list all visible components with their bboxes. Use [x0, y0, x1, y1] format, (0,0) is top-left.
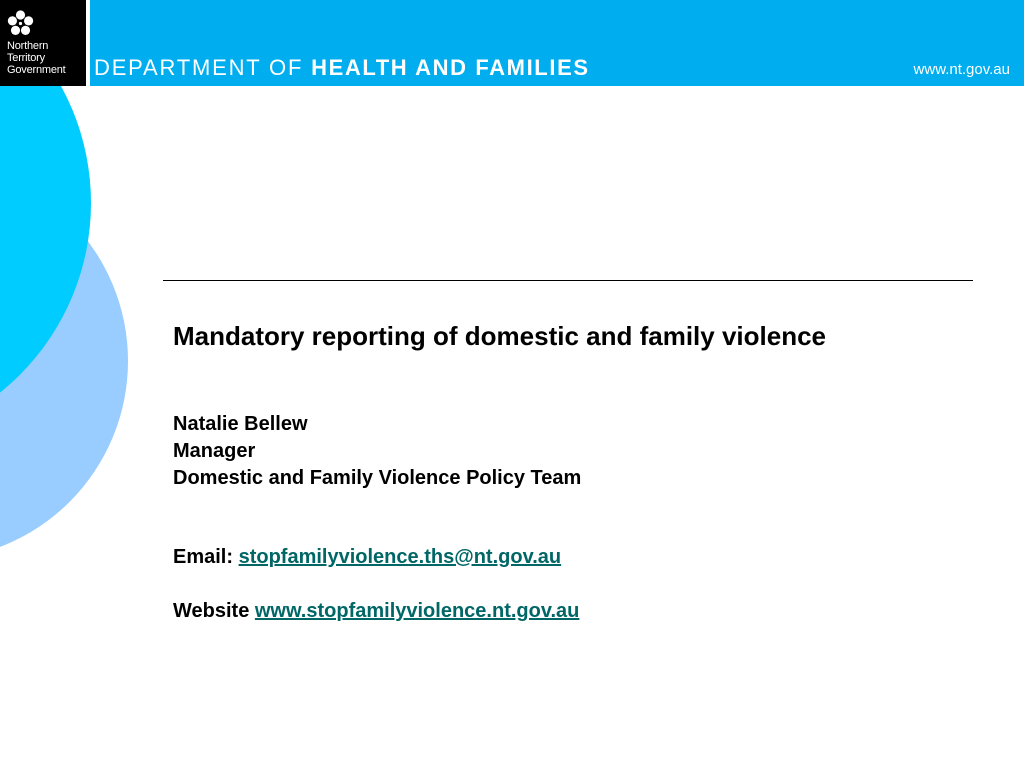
header-url: www.nt.gov.au — [913, 61, 1010, 78]
website-label: Website — [173, 600, 255, 622]
logo-separator — [86, 0, 90, 86]
title-divider — [163, 280, 973, 281]
logo-line-1: Northern — [7, 40, 49, 52]
header-banner — [0, 0, 1024, 86]
slide-content — [173, 318, 993, 625]
email-label: Email: — [173, 546, 239, 568]
presenter-block — [173, 411, 993, 492]
slide-title: Mandatory reporting of domestic and family violence — [173, 321, 827, 351]
presenter-team: Domestic and Family Violence Policy Team — [173, 467, 582, 489]
email-row — [173, 544, 993, 571]
presenter-name: Natalie Bellew — [173, 413, 308, 435]
logo-line-2: Territory — [7, 52, 45, 64]
logo-line-3: Government — [7, 64, 66, 76]
website-link[interactable]: www.stopfamilyviolence.nt.gov.au — [254, 600, 580, 622]
department-name: HEALTH AND FAMILIES — [311, 55, 590, 80]
department-title — [94, 55, 590, 81]
contact-block — [173, 544, 993, 625]
nt-government-logo — [0, 0, 86, 86]
website-row — [173, 598, 993, 625]
presenter-role: Manager — [173, 440, 256, 462]
flower-emblem-icon — [7, 10, 34, 37]
email-link[interactable]: stopfamilyviolence.ths@nt.gov.au — [238, 546, 562, 568]
logo-text — [7, 40, 66, 76]
department-prefix: DEPARTMENT OF — [94, 55, 312, 80]
